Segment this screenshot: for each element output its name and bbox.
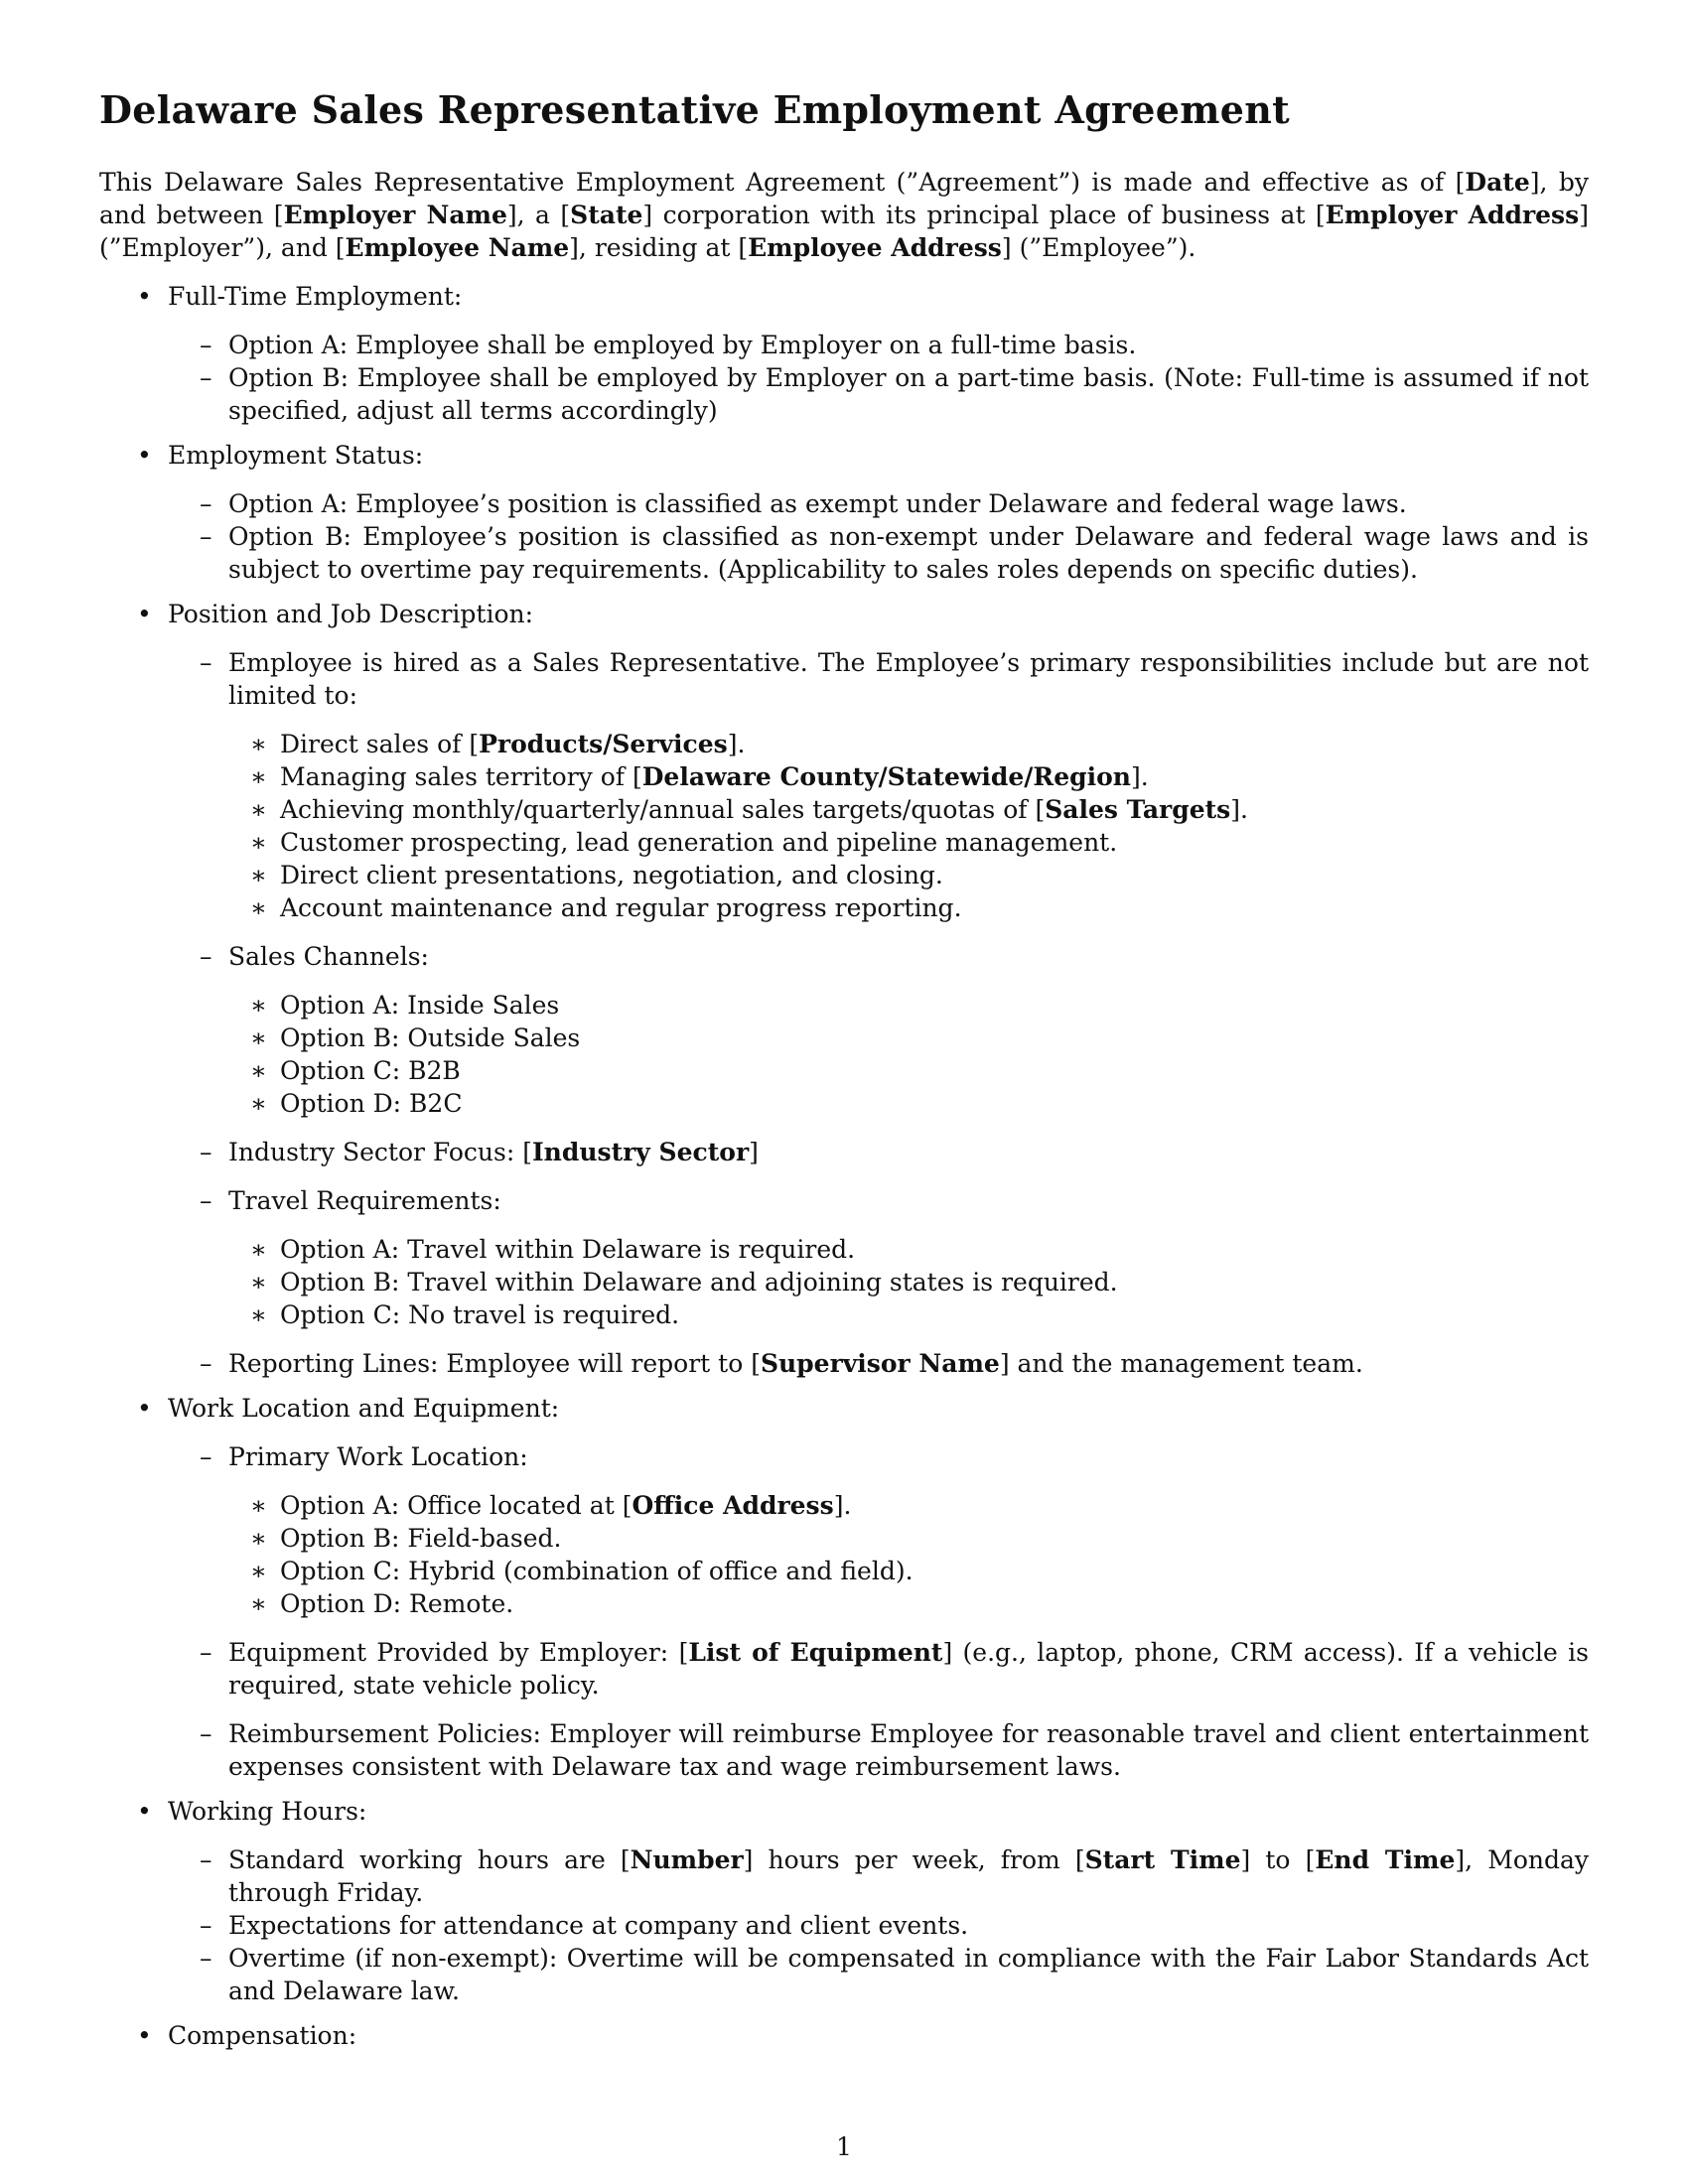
item-text: ], Monday through Friday. <box>228 1845 1590 1907</box>
list-item-overtime: – Overtime (if non-exempt): Overtime will be compensated in compliance with the Fair Labor Standards Act and Delaware law. <box>168 1942 1589 2007</box>
intro-text: ] corporation with its principal place of business at [ <box>642 201 1326 229</box>
list-item-sales-channels <box>168 940 1589 1120</box>
list-item: – Option A: Employee shall be employed by Employer on a full-time basis. <box>168 329 1589 361</box>
list-item: ∗ Option C: B2B <box>228 1054 1589 1087</box>
channel-list <box>228 989 1589 1120</box>
section-heading: Full-Time Employment: <box>168 282 463 311</box>
list-item: – Option A: Employee’s position is classified as exempt under Delaware and federal wage laws. <box>168 487 1589 520</box>
section-position-job-description <box>99 598 1589 1380</box>
subsection-heading: Sales Channels: <box>228 942 429 971</box>
intro-text: ], by and between [ <box>99 168 1589 229</box>
section-heading: Position and Job Description: <box>168 600 534 628</box>
list-item: ∗ Option D: B2C <box>228 1087 1589 1120</box>
item-text: ] and the management team. <box>999 1349 1363 1378</box>
list-item-reimbursement: – Reimbursement Policies: Employer will reimburse Employee for reasonable travel and client entertainment expenses consistent with Delaware tax and wage reimbursement laws. <box>168 1717 1589 1783</box>
list-item: ∗ Account maintenance and regular progress reporting. <box>228 891 1589 924</box>
location-list <box>228 1489 1589 1620</box>
list-item: ∗ Option B: Travel within Delaware and adjoining states is required. <box>228 1266 1589 1298</box>
placeholder-start-time: Start Time <box>1084 1845 1241 1874</box>
list-item: ∗ Option B: Outside Sales <box>228 1022 1589 1054</box>
list-item: ∗ Option A: Inside Sales <box>228 989 1589 1022</box>
list-item-attendance: – Expectations for attendance at company and client events. <box>168 1909 1589 1942</box>
list-item-responsibilities <box>168 646 1589 924</box>
section-heading: Work Location and Equipment: <box>168 1394 560 1423</box>
position-sublist <box>168 646 1589 1380</box>
placeholder-employee-address: Employee Address <box>748 233 1002 262</box>
list-item <box>228 728 1589 760</box>
placeholder-employee-name: Employee Name <box>345 233 570 262</box>
list-item: – Option B: Employee’s position is classified as non-exempt under Delaware and federal wage laws and is subject to overtime pay requirements. (Applicability to sales roles depends on specific duties). <box>168 520 1589 586</box>
work-location-sublist <box>168 1440 1589 1783</box>
placeholder-employer-address: Employer Address <box>1325 201 1580 229</box>
list-item <box>228 760 1589 793</box>
item-text: ]. <box>833 1491 852 1520</box>
list-item: ∗ Direct client presentations, negotiation, and closing. <box>228 859 1589 891</box>
working-hours-sublist <box>168 1843 1589 2007</box>
section-heading: Working Hours: <box>168 1797 367 1826</box>
placeholder-industry-sector: Industry Sector <box>531 1138 750 1166</box>
list-item: ∗ Option D: Remote. <box>228 1587 1589 1620</box>
section-list <box>99 280 1589 2052</box>
item-text: Reporting Lines: Employee will report to [ <box>228 1349 761 1378</box>
subsection-heading: Travel Requirements: <box>228 1186 501 1215</box>
list-item-standard-hours <box>168 1843 1589 1909</box>
list-item: ∗ Customer prospecting, lead generation and pipeline management. <box>228 826 1589 859</box>
list-item-reporting-lines <box>168 1347 1589 1380</box>
intro-text: ] (”Employer”), and [ <box>99 201 1589 262</box>
placeholder-employer-name: Employer Name <box>283 201 507 229</box>
list-item-primary-work-location <box>168 1440 1589 1620</box>
item-text: ] <box>749 1138 759 1166</box>
placeholder-products-services: Products/Services <box>479 730 728 758</box>
item-text: Option A: Office located at [ <box>280 1491 633 1520</box>
list-item <box>228 793 1589 826</box>
list-item-industry-sector <box>168 1136 1589 1168</box>
list-item: – Option B: Employee shall be employed by Employer on a part-time basis. (Note: Full-time is assumed if not specified, adjust all terms accordingly) <box>168 361 1589 427</box>
item-text: ] hours per week, from [ <box>743 1845 1085 1874</box>
placeholder-list-of-equipment: List of Equipment <box>688 1638 943 1667</box>
option-list <box>168 329 1589 427</box>
list-item: ∗ Option C: No travel is required. <box>228 1298 1589 1331</box>
travel-list <box>228 1233 1589 1331</box>
document-title: Delaware Sales Representative Employment Agreement <box>99 87 1291 132</box>
placeholder-office-address: Office Address <box>632 1491 834 1520</box>
item-text: Industry Sector Focus: [ <box>228 1138 532 1166</box>
placeholder-state: State <box>570 201 643 229</box>
option-list <box>168 487 1589 586</box>
intro-text: This Delaware Sales Representative Employment Agreement (”Agreement”) is made and effective as of [ <box>99 168 1466 197</box>
list-item-equipment <box>168 1636 1589 1702</box>
section-working-hours <box>99 1795 1589 2007</box>
intro-text: ] (”Employee”). <box>1001 233 1196 262</box>
item-text: ] to [ <box>1240 1845 1316 1874</box>
list-item-travel-requirements <box>168 1184 1589 1331</box>
list-item <box>228 1489 1589 1522</box>
item-text: ]. <box>1230 795 1248 824</box>
section-employment-status <box>99 439 1589 586</box>
item-text: Direct sales of [ <box>280 730 480 758</box>
list-item: ∗ Option A: Travel within Delaware is required. <box>228 1233 1589 1266</box>
placeholder-date: Date <box>1465 168 1530 197</box>
intro-paragraph <box>99 166 1589 264</box>
placeholder-supervisor-name: Supervisor Name <box>760 1349 1000 1378</box>
item-text: ]. <box>1130 762 1149 791</box>
intro-text: ], residing at [ <box>569 233 749 262</box>
section-heading: Compensation: <box>168 2021 357 2050</box>
placeholder-number: Number <box>630 1845 744 1874</box>
list-item: ∗ Option B: Field-based. <box>228 1522 1589 1555</box>
page-number: 1 <box>836 2132 852 2161</box>
section-compensation <box>99 2019 1589 2052</box>
placeholder-end-time: End Time <box>1315 1845 1456 1874</box>
list-item: ∗ Option C: Hybrid (combination of office and field). <box>228 1555 1589 1587</box>
section-full-time-employment <box>99 280 1589 427</box>
item-text: Equipment Provided by Employer: [ <box>228 1638 689 1667</box>
item-text: Standard working hours are [ <box>228 1845 631 1874</box>
item-text: ] (e.g., laptop, phone, CRM access). If a vehicle is required, state vehicle policy. <box>228 1638 1589 1700</box>
section-heading: Employment Status: <box>168 441 424 470</box>
intro-text: ], a [ <box>506 201 571 229</box>
responsibility-list <box>228 728 1589 924</box>
item-text: Achieving monthly/quarterly/annual sales targets/quotas of [ <box>280 795 1046 824</box>
section-work-location-equipment <box>99 1392 1589 1783</box>
item-text: Managing sales territory of [ <box>280 762 642 791</box>
placeholder-sales-targets: Sales Targets <box>1045 795 1231 824</box>
item-text: ]. <box>727 730 746 758</box>
placeholder-territory: Delaware County/Statewide/Region <box>641 762 1131 791</box>
responsibilities-intro: Employee is hired as a Sales Representative. The Employee’s primary responsibilities include but are not limited to: <box>228 648 1589 710</box>
subsection-heading: Primary Work Location: <box>228 1442 528 1471</box>
